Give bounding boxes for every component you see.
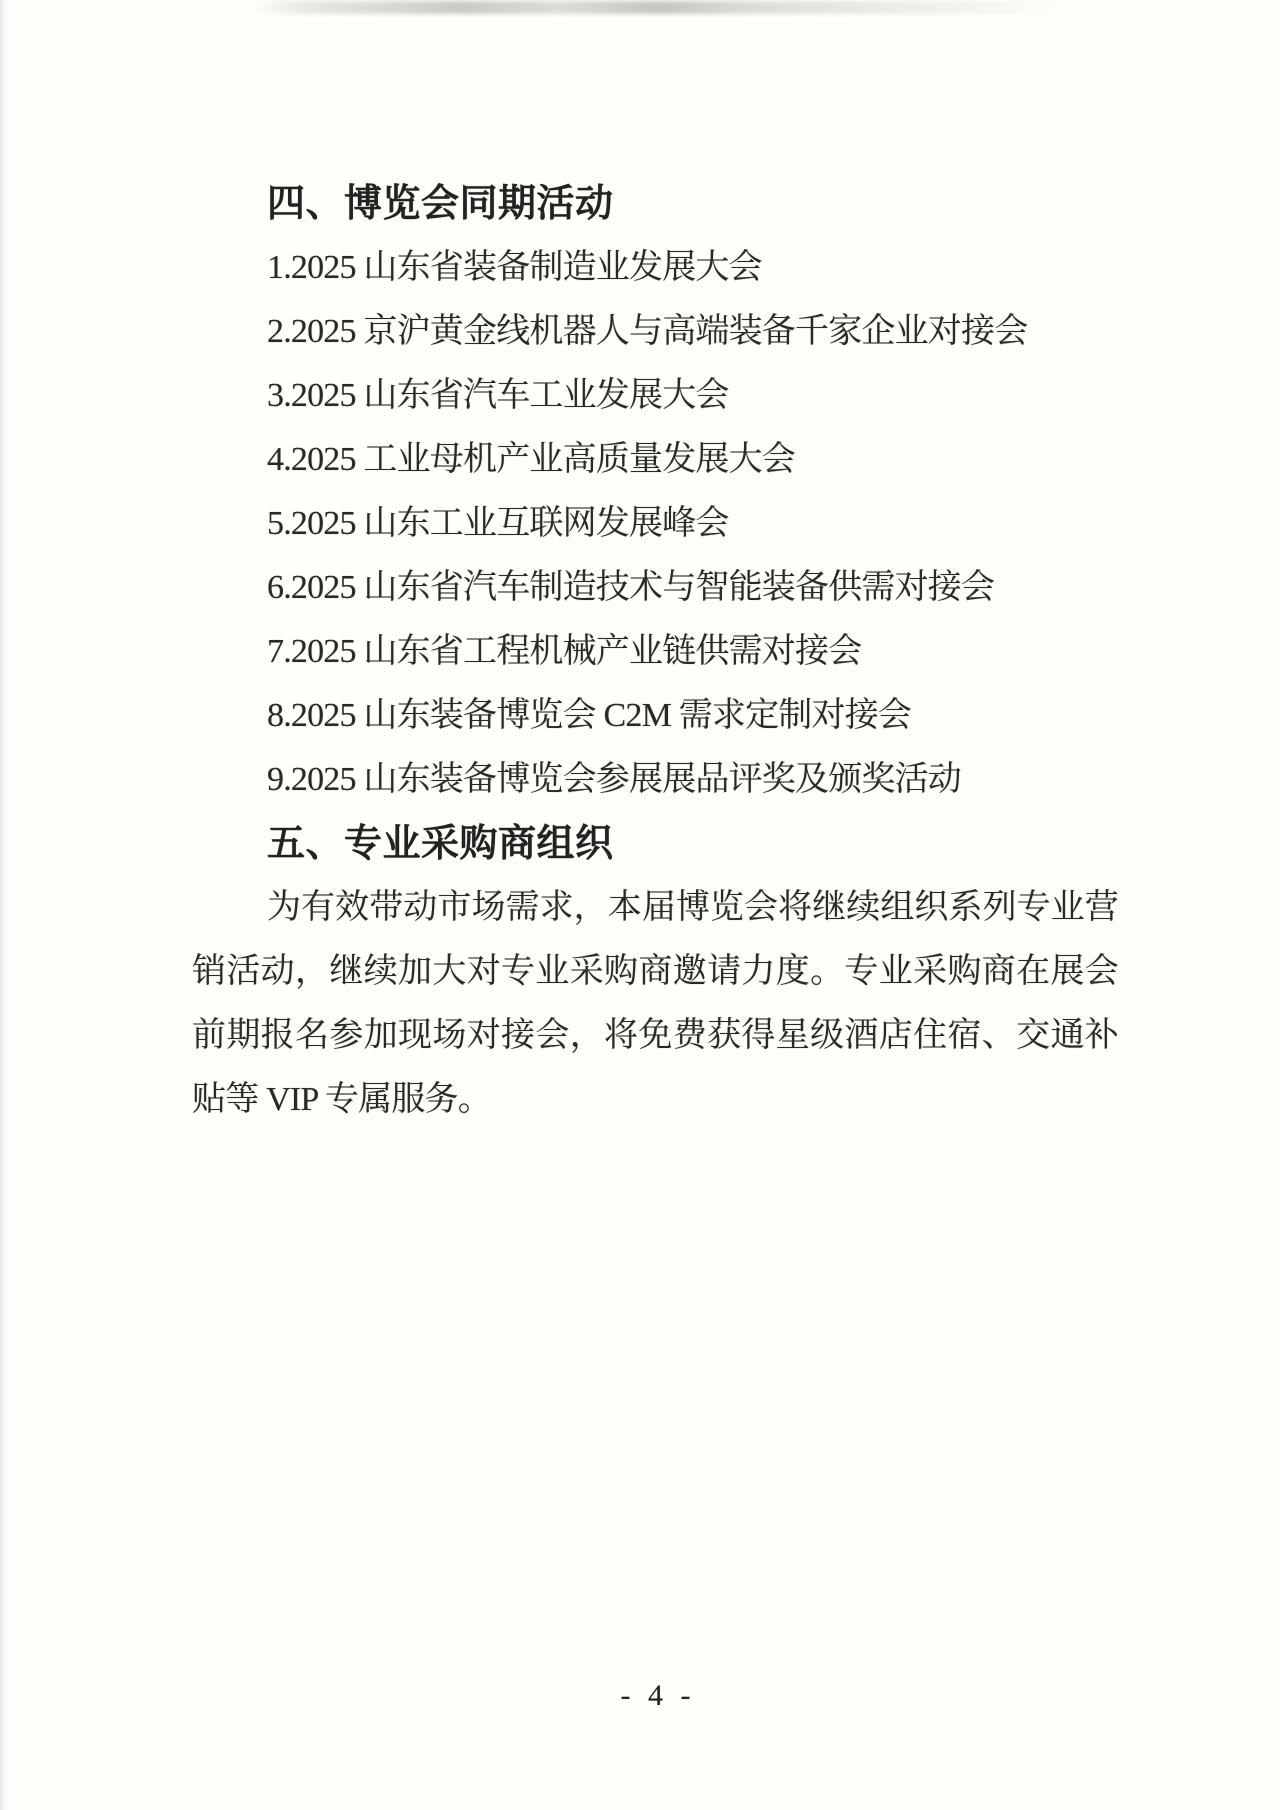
section-5-heading: 五、专业采购商组织 — [267, 823, 614, 865]
paragraph-line-3: 前期报名参加现场对接会，将免费获得星级酒店住宿、交通补 — [192, 1017, 1118, 1054]
list-item-5: 5.2025 山东工业互联网发展峰会 — [267, 505, 729, 542]
document-content — [192, 172, 1118, 1132]
list-item-1: 1.2025 山东省装备制造业发展大会 — [267, 249, 762, 286]
section-4-heading: 四、博览会同期活动 — [267, 183, 614, 225]
paragraph-line-2: 销活动，继续加大对专业采购商邀请力度。专业采购商在展会 — [192, 953, 1118, 990]
list-item-3: 3.2025 山东省汽车工业发展大会 — [267, 377, 729, 414]
list-item-7: 7.2025 山东省工程机械产业链供需对接会 — [267, 633, 862, 670]
page-edge-shadow — [0, 0, 7, 1810]
paragraph-line-1: 为有效带动市场需求，本届博览会将继续组织系列专业营 — [267, 889, 1118, 926]
list-item-4: 4.2025 工业母机产业高质量发展大会 — [267, 441, 795, 478]
page-number: - 4 - — [620, 1679, 696, 1712]
paragraph-line-4: 贴等 VIP 专属服务。 — [192, 1081, 491, 1118]
list-item-9: 9.2025 山东装备博览会参展展品评奖及颁奖活动 — [267, 761, 961, 798]
list-item-8: 8.2025 山东装备博览会 C2M 需求定制对接会 — [267, 697, 912, 734]
scan-artifact-top — [248, 1, 1068, 14]
list-item-6: 6.2025 山东省汽车制造技术与智能装备供需对接会 — [267, 569, 995, 606]
list-item-2: 2.2025 京沪黄金线机器人与高端装备千家企业对接会 — [267, 313, 1028, 350]
